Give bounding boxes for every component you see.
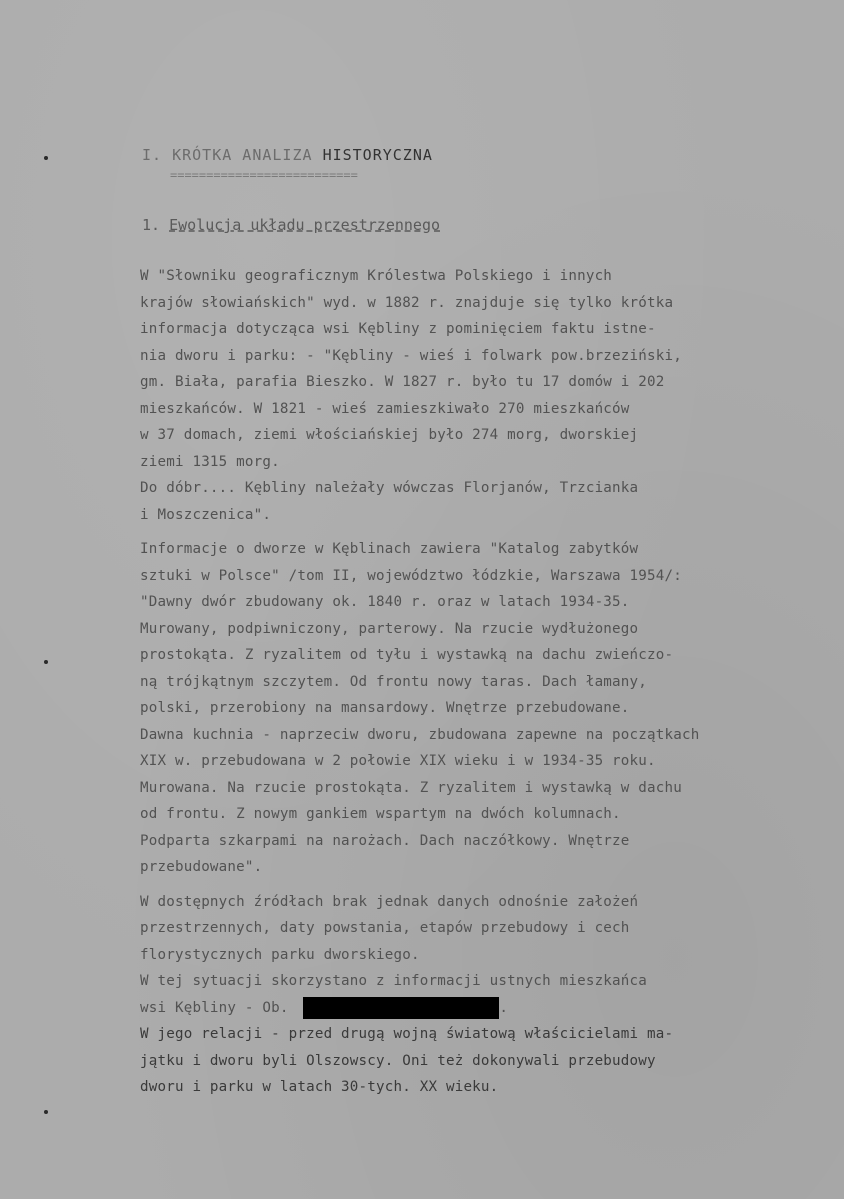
binder-hole-mark	[44, 156, 48, 160]
heading-strong: HISTORYCZNA	[322, 146, 433, 164]
text-line: mieszkańców. W 1821 - wieś zamieszkiwało 270 mieszkańców	[140, 400, 630, 417]
text-line: Do dóbr.... Kębliny należały wówczas Florjanów, Trzcianka	[140, 480, 639, 496]
text-line: informacja dotycząca wsi Kębliny z pominięciem faktu istne-	[140, 321, 656, 337]
text-line: gm. Biała, parafia Bieszko. W 1827 r. było tu 17 domów i 202	[140, 374, 665, 390]
paragraph-4	[140, 1021, 820, 1101]
redaction-end: .	[499, 999, 509, 1016]
subsection-number: 1.	[142, 216, 161, 234]
text-line: jątku i dworu byli Olszowscy. Oni też dokonywali przebudowy	[140, 1052, 656, 1069]
text-line: Podparta szkarpami na narożach. Dach naczółkowy. Wnętrze	[140, 832, 630, 849]
text-line: W dostępnych źródłach brak jednak danych odnośnie założeń	[140, 893, 639, 910]
text-line: przebudowane".	[140, 859, 263, 875]
text-line: sztuki w Polsce" /tom II, województwo łódzkie, Warszawa 1954/:	[140, 567, 682, 584]
text-line: przestrzennych, daty powstania, etapów przebudowy i cech	[140, 920, 630, 936]
text-line: w 37 domach, ziemi włościańskiej było 274 morg, dworskiej	[140, 427, 639, 443]
text-line: krajów słowiańskich" wyd. w 1882 r. znajduje się tylko krótka	[140, 294, 674, 311]
text-line: od frontu. Z nowym gankiem wspartym na dwóch kolumnach.	[140, 806, 621, 822]
heading-underline: ==========================	[170, 168, 358, 182]
text-line: Informacje o dworze w Kęblinach zawiera "Katalog zabytków	[140, 541, 639, 557]
text-line: Murowany, podpiwniczony, parterowy. Na rzucie wydłużonego	[140, 620, 639, 637]
text-line: i Moszczenica".	[140, 506, 272, 523]
heading-prefix: I. KRÓTKA ANALIZA	[142, 146, 323, 164]
text-line: W tej sytuacji skorzystano z informacji ustnych mieszkańca	[140, 973, 648, 989]
binder-hole-mark	[44, 660, 48, 664]
subsection-heading	[142, 216, 440, 234]
text-line: ziemi 1315 morg.	[140, 453, 280, 470]
section-heading	[142, 146, 433, 164]
text-line: polski, przerobiony na mansardowy. Wnętrze przebudowane.	[140, 700, 630, 716]
binder-hole-mark	[44, 1110, 48, 1114]
text-line: XIX w. przebudowana w 2 połowie XIX wieku i w 1934-35 roku.	[140, 753, 656, 769]
text-line: nia dworu i parku: - "Kębliny - wieś i folwark pow.brzeziński,	[140, 347, 682, 364]
text-line: Dawna kuchnia - naprzeciw dworu, zbudowana zapewne na początkach	[140, 726, 700, 743]
subsection-title: Ewolucja układu przestrzennego	[169, 216, 441, 234]
text-line: "Dawny dwór zbudowany ok. 1840 r. oraz w latach 1934-35.	[140, 594, 630, 610]
text-line: wsi Kębliny - Ob.	[140, 999, 289, 1016]
text-line: florystycznych parku dworskiego.	[140, 946, 420, 963]
paragraph-1	[140, 263, 820, 528]
paragraph-3	[140, 889, 820, 995]
text-line: prostokąta. Z ryzalitem od tyłu i wystawką na dachu zwieńczo-	[140, 647, 674, 663]
redaction-bar	[303, 997, 499, 1019]
redaction-line	[140, 995, 820, 1022]
text-line: ną trójkątnym szczytem. Od frontu nowy taras. Dach łamany,	[140, 673, 648, 690]
body-text	[140, 263, 820, 1101]
text-line: Murowana. Na rzucie prostokąta. Z ryzalitem i wystawką w dachu	[140, 779, 682, 796]
text-line: W jego relacji - przed drugą wojną światową właścicielami ma-	[140, 1026, 674, 1042]
text-line: W "Słowniku geograficznym Królestwa Polskiego i innych	[140, 268, 613, 284]
text-line: dworu i parku w latach 30-tych. XX wieku.	[140, 1079, 499, 1095]
paragraph-2	[140, 536, 820, 881]
